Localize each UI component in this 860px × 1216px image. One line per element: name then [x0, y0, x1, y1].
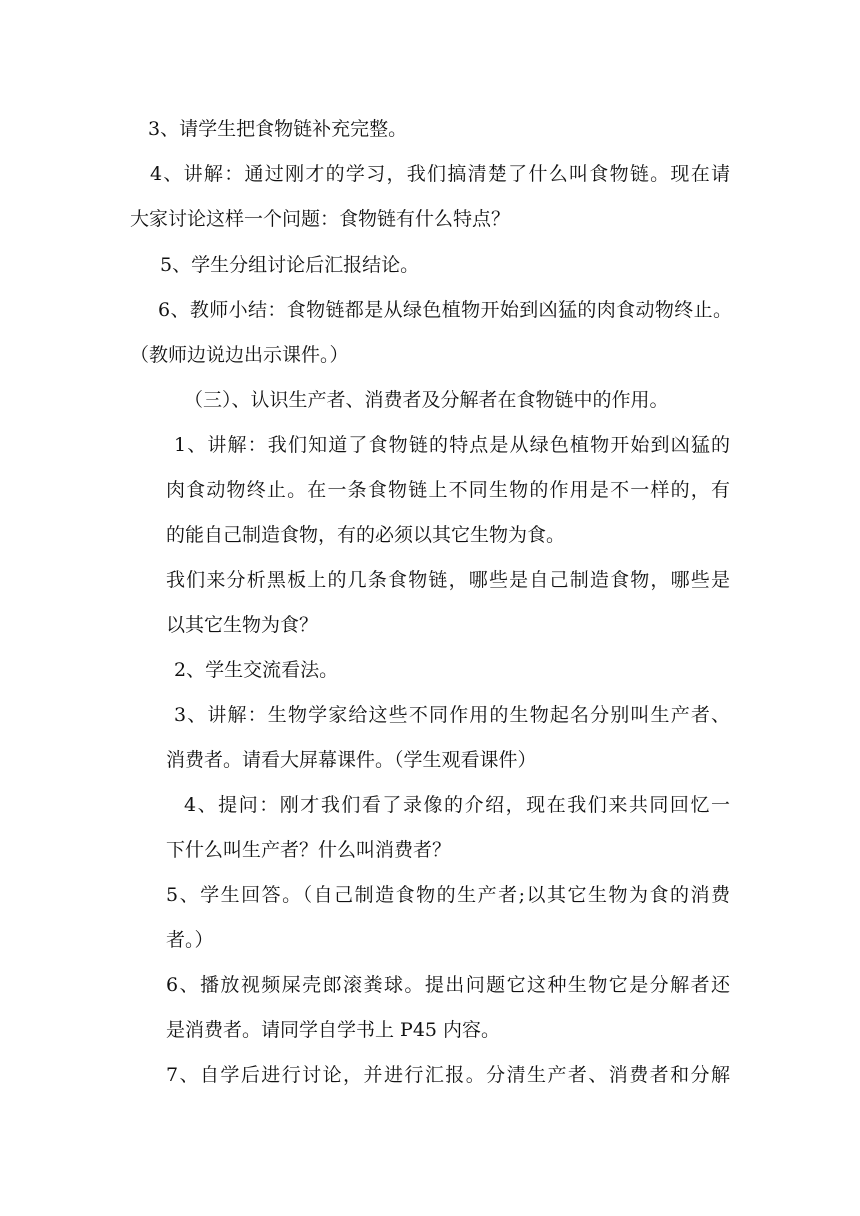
paragraph-5-line-1: 5、学生分组讨论后汇报结论。	[160, 254, 420, 276]
paragraph-4-line-1: 4、讲解：通过刚才的学习，我们搞清楚了什么叫食物链。现在请	[150, 163, 730, 185]
section-3-item-4-line-2: 下什么叫生产者？什么叫消费者？	[166, 839, 452, 861]
section-3-item-4-line-1: 4、提问：刚才我们看了录像的介绍，现在我们来共同回忆一	[184, 794, 730, 816]
section-3-item-3-line-1: 3、讲解：生物学家给这些不同作用的生物起名分别叫生产者、	[174, 704, 730, 726]
section-3-item-6-line-1: 6、播放视频屎壳郎滚粪球。提出问题它这种生物它是分解者还	[166, 974, 730, 996]
section-3-analysis-line-2: 以其它生物为食？	[166, 614, 319, 636]
section-3-item-3-line-2: 消费者。请看大屏幕课件。（学生观看课件）	[166, 749, 537, 771]
section-3-item-7-line-1: 7、自学后进行讨论，并进行汇报。分清生产者、消费者和分解	[166, 1064, 730, 1086]
section-3-analysis-line-1: 我们来分析黑板上的几条食物链，哪些是自己制造食物，哪些是	[166, 569, 730, 591]
paragraph-4-line-2: 大家讨论这样一个问题：食物链有什么特点？	[130, 208, 511, 230]
section-3-item-1-line-2: 肉食动物终止。在一条食物链上不同生物的作用是不一样的，有	[166, 479, 730, 501]
paragraph-3-line-1: 3、请学生把食物链补充完整。	[148, 118, 408, 140]
section-3-item-2: 2、学生交流看法。	[174, 659, 339, 681]
paragraph-6-line-2: （教师边说边出示课件。）	[130, 344, 349, 366]
section-3-heading: （三）、认识生产者、消费者及分解者在食物链中的作用。	[184, 389, 669, 411]
section-3-item-1-line-3: 的能自己制造食物，有的必须以其它生物为食。	[166, 524, 566, 546]
paragraph-6-line-1: 6、教师小结：食物链都是从绿色植物开始到凶猛的肉食动物终止。	[158, 299, 732, 321]
section-3-item-1-line-1: 1、讲解：我们知道了食物链的特点是从绿色植物开始到凶猛的	[174, 434, 730, 456]
section-3-item-5-line-2: 者。）	[166, 929, 214, 951]
section-3-item-6-line-2: 是消费者。请同学自学书上 P45 内容。	[166, 1019, 501, 1041]
section-3-item-5-line-1: 5、学生回答。（自己制造食物的生产者;以其它生物为食的消费	[166, 884, 730, 906]
